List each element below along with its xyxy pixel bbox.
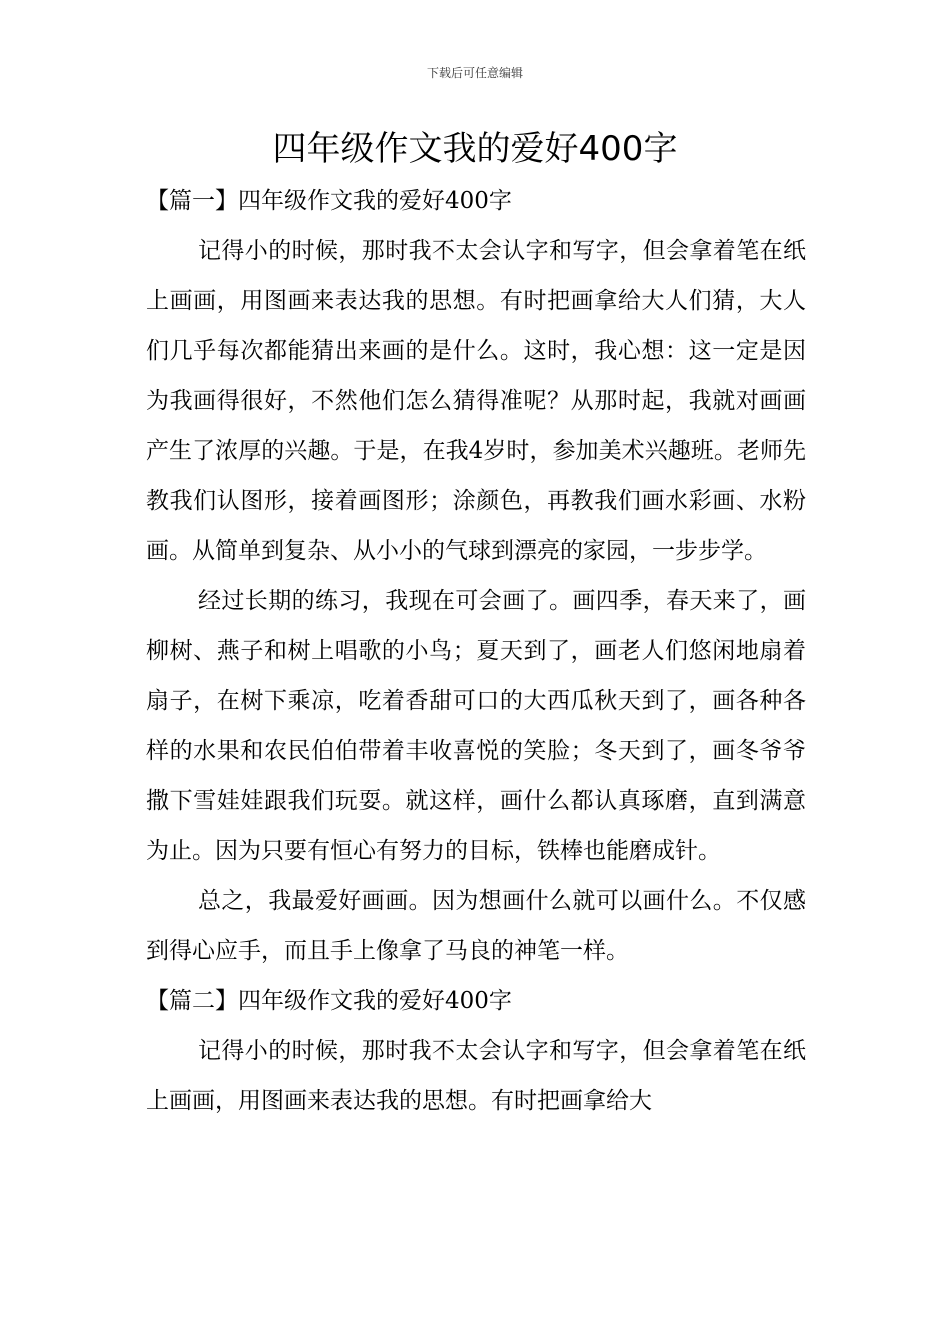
document-body — [146, 176, 806, 1126]
header-note: 下载后可任意编辑 — [426, 66, 523, 80]
section-1-paragraph-1: 记得小的时候，那时我不太会认字和写字，但会拿着笔在纸上画画，用图画来表达我的思想。有时把画拿给大人们猜，大人们几乎每次都能猜出来画的是什么。这时，我心想：这一定是因为我画得很好，不然他们怎么猜得准呢？从那时起，我就对画画产生了浓厚的兴趣。于是，在我4岁时，参加美术兴趣班。老师先教我们认图形，接着画图形；涂颜色，再教我们画水彩画、水粉画。从简单到复杂、从小小的气球到漂亮的家园，一步步学。 — [146, 238, 806, 564]
document-title: 四年级作文我的爱好400字 — [272, 129, 678, 169]
section-heading-1: 【篇一】四年级作文我的爱好400字 — [146, 188, 512, 214]
section-heading-2: 【篇二】四年级作文我的爱好400字 — [146, 988, 512, 1014]
section-2-paragraph-1: 记得小的时候，那时我不太会认字和写字，但会拿着笔在纸上画画，用图画来表达我的思想。有时把画拿给大 — [146, 1038, 806, 1114]
section-1-paragraph-2: 经过长期的练习，我现在可会画了。画四季，春天来了，画柳树、燕子和树上唱歌的小鸟；夏天到了，画老人们悠闲地扇着扇子，在树下乘凉，吃着香甜可口的大西瓜秋天到了，画各种各样的水果和农民伯伯带着丰收喜悦的笑脸；冬天到了，画冬爷爷撒下雪娃娃跟我们玩耍。就这样，画什么都认真琢磨，直到满意为止。因为只要有恒心有努力的目标，铁棒也能磨成针。 — [146, 588, 806, 864]
section-1-paragraph-3: 总之，我最爱好画画。因为想画什么就可以画什么。不仅感到得心应手，而且手上像拿了马良的神笔一样。 — [146, 888, 806, 964]
